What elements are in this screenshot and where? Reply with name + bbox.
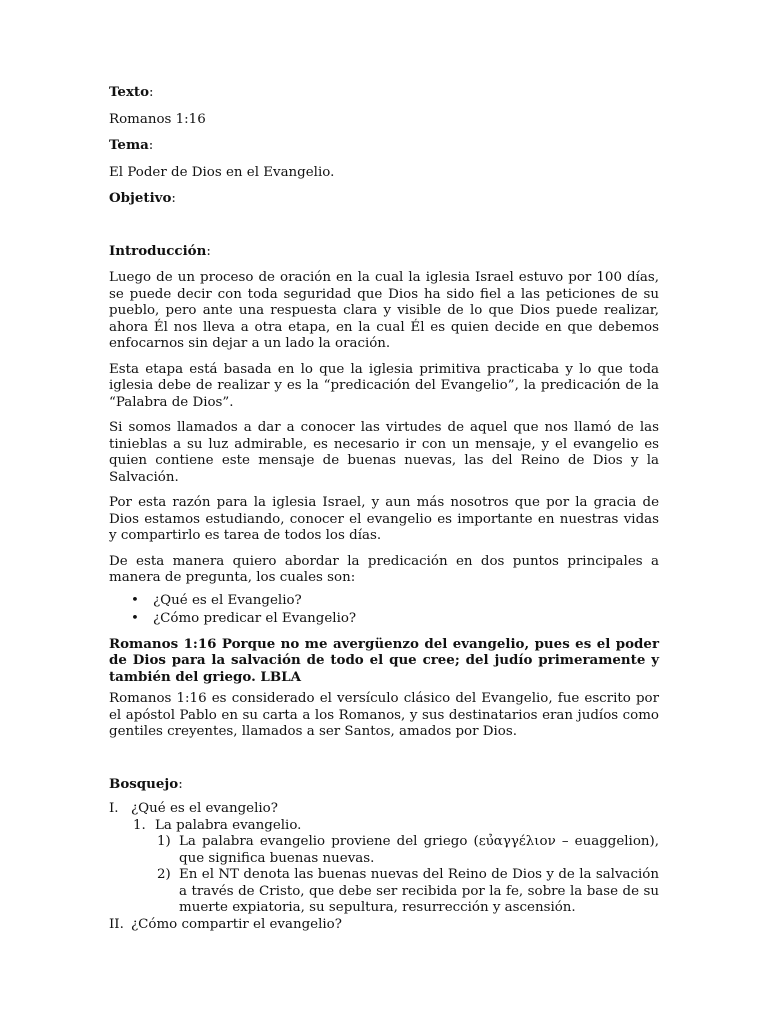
bullet-item (131, 593, 659, 610)
bosquejo-heading: Bosquejo: (109, 775, 183, 792)
outline-item-1 (109, 801, 659, 818)
intro-paragraph-5: De esta manera quiero abordar la predicación en dos puntos principales a manera de pregunta, los cuales son: (109, 553, 659, 585)
bullet-dot-icon: • (131, 592, 139, 608)
outline-subitem-number: 1. (133, 817, 146, 833)
outline-item-text: ¿Qué es el evangelio? (131, 801, 278, 816)
texto-value: Romanos 1:16 (109, 111, 206, 127)
question-bullet-list (109, 593, 659, 628)
tema-heading: Tema: (109, 137, 154, 153)
tema-value: El Poder de Dios en el Evangelio. (109, 164, 335, 180)
outline-roman-numeral: II. (109, 916, 124, 932)
outline-point-2 (109, 867, 659, 917)
bullet-text: ¿Cómo predicar el Evangelio? (153, 611, 357, 626)
objetivo-heading: Objetivo: (109, 190, 176, 206)
outline-point-text: En el NT denota las buenas nuevas del Reino de Dios y de la salvación a través de Cristo, que debe ser recibida por la fe, sobre la base de su muerte expiatoria, su sepultura, resurrección y ascensión. (179, 867, 659, 915)
outline-item-text: ¿Cómo compartir el evangelio? (131, 916, 342, 932)
introduccion-heading: Introducción: (109, 242, 211, 259)
outline-point-text: La palabra evangelio proviene del griego (ευ̉αγγέλιον – euaggelion), que significa buenas nuevas. (179, 834, 659, 866)
bullet-text: ¿Qué es el Evangelio? (153, 592, 302, 608)
intro-paragraph-4: Por esta razón para la iglesia Israel, y aun más nosotros que por la gracia de Dios estamos estudiando, conocer el evangelio es importante en nuestras vidas y compartirlo es tarea de todos los días. (109, 495, 659, 543)
outline-point-1 (109, 834, 659, 867)
outline-subitem-text: La palabra evangelio. (155, 817, 302, 833)
texto-heading: Texto: (109, 84, 154, 100)
key-verse: Romanos 1:16 Porque no me avergüenzo del evangelio, pues es el poder de Dios para la salvación de todo el que cree; del judío primeramente y también del griego. LBLA (109, 635, 659, 685)
intro-paragraph-3: Si somos llamados a dar a conocer las virtudes de aquel que nos llamó de las tinieblas a su luz admirable, es necesario ir con un mensaje, y el evangelio es quien contiene este mensaje de buenas nuevas, las del Reino de Dios y la Salvación. (109, 420, 659, 485)
outline-subitem-1 (109, 818, 659, 835)
outline-item-2 (109, 917, 659, 934)
intro-paragraph-2: Esta etapa está basada en lo que la iglesia primitiva practicaba y lo que toda iglesia debe de realizar y es la “predicación del Evangelio”, la predicación de la “Palabra de Dios”. (109, 361, 659, 410)
bullet-dot-icon: • (131, 611, 139, 626)
document-page (109, 84, 659, 933)
outline-roman-numeral: I. (109, 801, 119, 816)
intro-paragraph-1: Luego de un proceso de oración en la cual la iglesia Israel estuvo por 100 días, se puede decir con toda seguridad que Dios ha sido fiel a las peticiones de su pueblo, pero ante una respuesta clara y visible de lo que Dios puede realizar, ahora Él nos lleva a otra etapa, en la cual Él es quien decide en que debemos enfocarnos sin dejar a un lado la oración. (109, 270, 659, 351)
verse-commentary: Romanos 1:16 es considerado el versículo clásico del Evangelio, fue escrito por el apóstol Pablo en su carta a los Romanos, y sus destinatarios eran judíos como gentiles creyentes, llamados a ser Santos, amados por Dios. (109, 691, 659, 739)
outline-point-number: 2) (157, 867, 171, 882)
bullet-item (131, 611, 659, 628)
outline-point-number: 1) (157, 834, 171, 849)
